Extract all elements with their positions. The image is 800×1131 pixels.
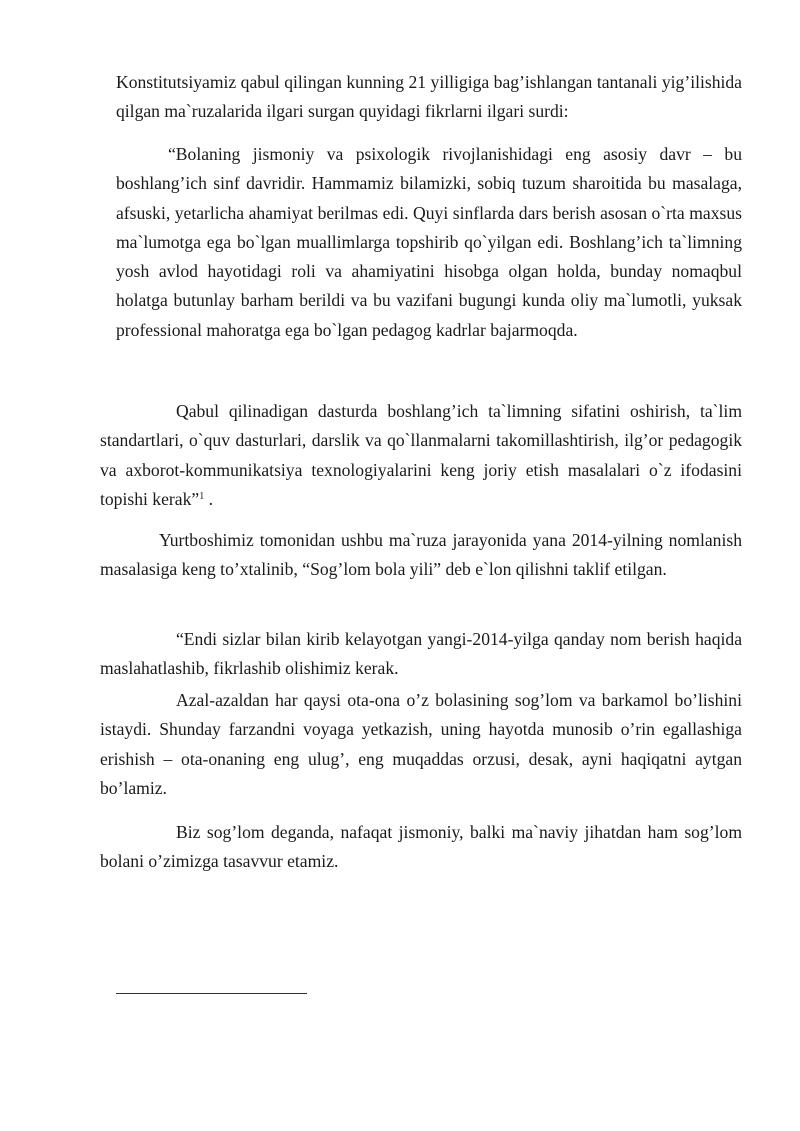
footnote-marker-tail: .: [204, 488, 213, 509]
paragraph-quote-3: “Endi sizlar bilan kirib kelayotgan yangi-2014-yilga qanday nom berish haqida maslahatlashib, fikrlashib olishimiz kerak.: [100, 629, 742, 679]
footnote-separator: [116, 993, 307, 994]
paragraph-healthy-child: Azal-azaldan har qaysi ota-ona o’z bolasining sog’lom va barkamol bo’lishini istaydi. Shunday farzandni voyaga yetkazish, uning hayotda munosib o’rin egallashiga erishish – ota-onaning eng ulug’, eng muqaddas orzusi, desak, ayni haqiqatni aytgan bo’lamiz.: [100, 690, 742, 798]
paragraph-quote-1: “Bolaning jismoniy va psixologik rivojlanishidagi eng asosiy davr – bu boshlang’ich sinf davridir. Hammamiz bilamizki, sobiq tuzum sharoitida bu masalaga, afsuski, yetarlicha ahamiyat berilmas edi. Quyi sinflarda dars berish asosan o`rta maxsus ma`lumotga ega bo`lgan muallimlarga topshirib qo`yilgan edi. Boshlang’ich ta`limning yosh avlod hayotidagi roli va ahamiyatini hisobga olgan holda, bunday nomaqbul holatga butunlay barham berildi va bu vazifani bugungi kunda oliy ma`lumotli, yuksak professional mahoratga ega bo`lgan pedagog kadrlar bajarmoqda.: [116, 144, 742, 340]
footnote-marker: 1: [199, 490, 205, 502]
paragraph-conclusion: Biz sog’lom deganda, nafaqat jismoniy, balki ma`naviy jihatdan ham sog’lom bolani o’zimizga tasavvur etamiz.: [100, 822, 742, 872]
paragraph-announcement: Yurtboshimiz tomonidan ushbu ma`ruza jarayonida yana 2014-yilning nomlanish masalasiga keng to’xtalinib, “Sog’lom bola yili” deb e`lon qilishni taklif etilgan.: [100, 530, 742, 580]
paragraph-quote-2-text: Qabul qilinadigan dasturda boshlang’ich ta`limning sifatini oshirish, ta`lim standartlari, o`quv dasturlari, darslik va qo`llanmalarni takomillashtirish, ilg’or pedagogik va axborot-kommunikatsiya texnologiyalarini keng joriy etish masalalari o`z ifodasini topishi kerak”: [100, 401, 742, 509]
paragraph-intro: Konstitutsiyamiz qabul qilingan kunning 21 yilligiga bag’ishlangan tantanali yig’ilishida qilgan ma`ruzalarida ilgari surgan quyidagi fikrlarni ilgari surdi:: [116, 72, 742, 122]
paragraph-quote-2: [100, 397, 742, 514]
